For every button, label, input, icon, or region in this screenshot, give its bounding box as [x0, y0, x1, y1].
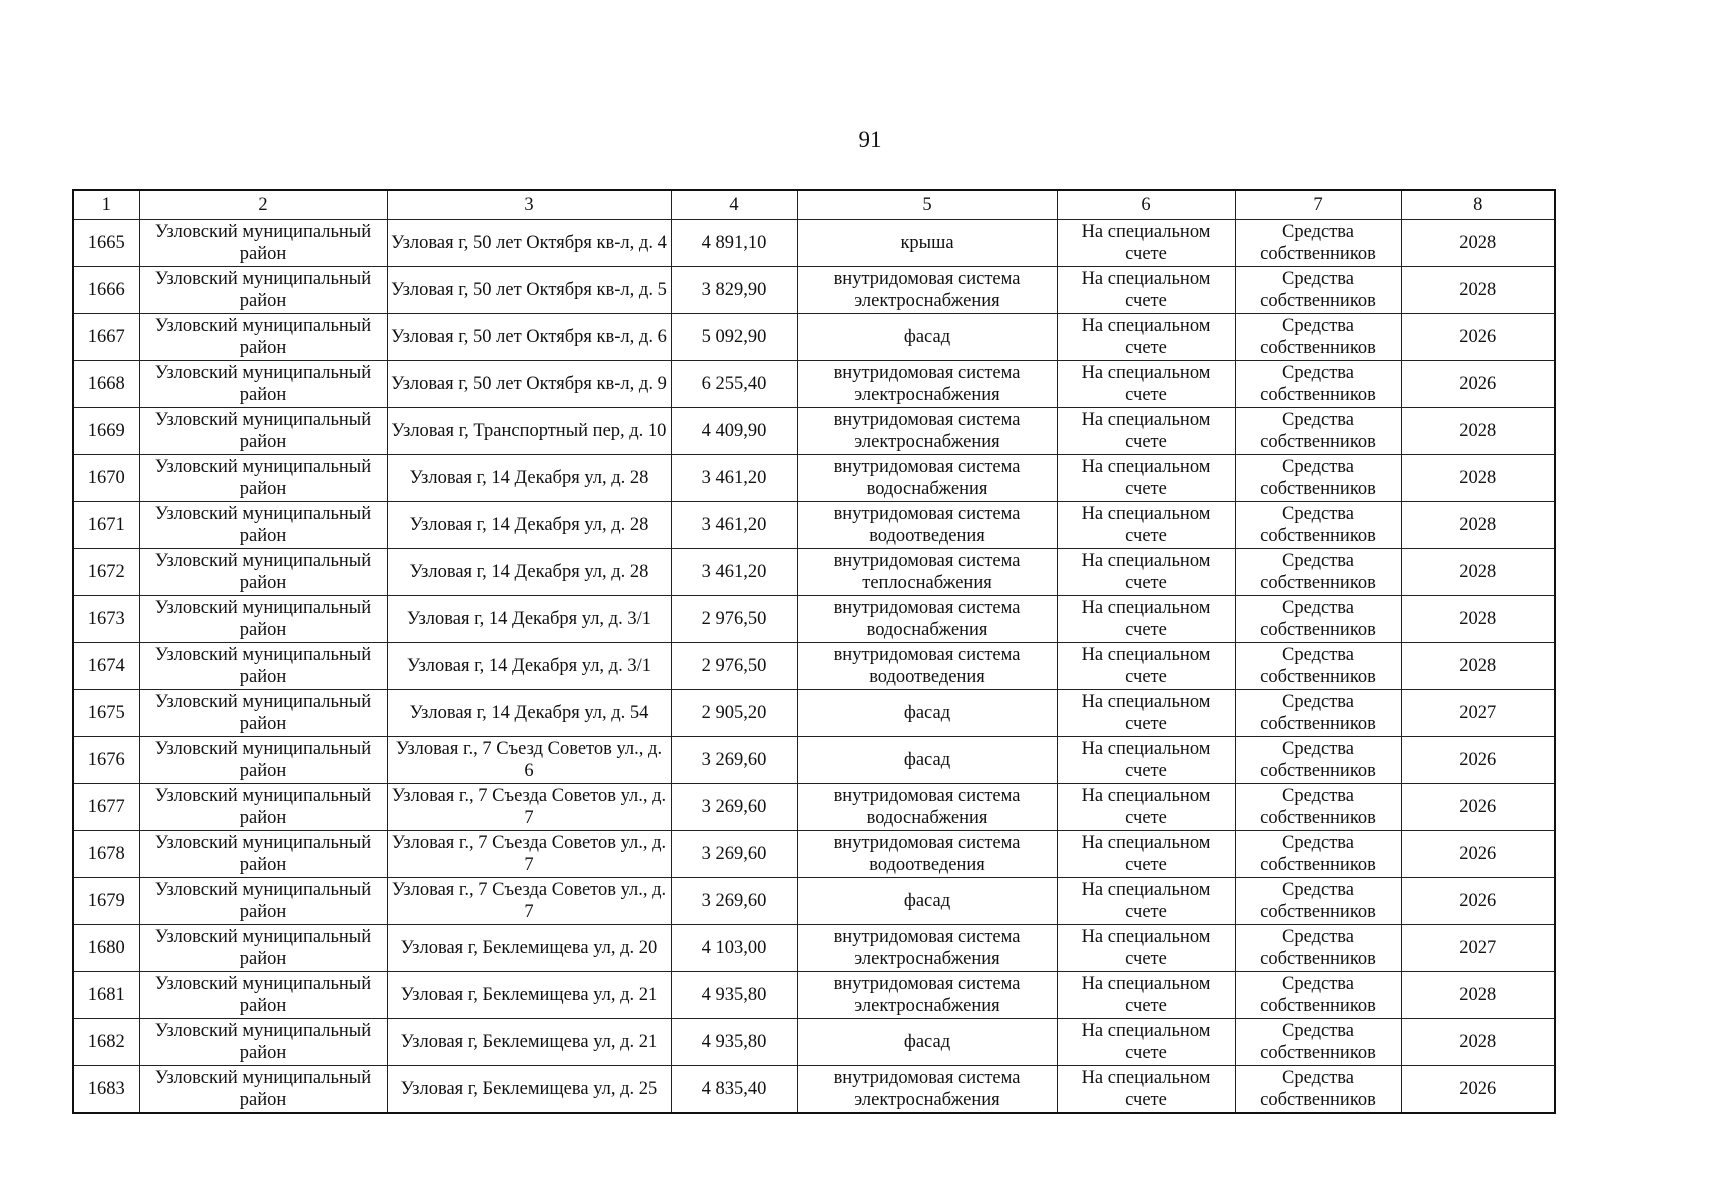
row-number-cell: 1674 — [73, 643, 139, 690]
address-cell: Узловая г., 7 Съезд Советов ул., д. 6 — [387, 737, 671, 784]
funding-source-cell: Средства собственников — [1235, 502, 1401, 549]
account-cell: На специальном счете — [1057, 690, 1235, 737]
row-number-cell: 1681 — [73, 972, 139, 1019]
address-cell: Узловая г., 7 Съезда Советов ул., д. 7 — [387, 831, 671, 878]
year-cell: 2028 — [1401, 220, 1555, 267]
account-cell: На специальном счете — [1057, 502, 1235, 549]
area-cell: 6 255,40 — [671, 361, 797, 408]
table-header-row — [73, 190, 1555, 220]
area-cell: 3 269,60 — [671, 878, 797, 925]
year-cell: 2028 — [1401, 549, 1555, 596]
year-cell: 2026 — [1401, 1066, 1555, 1114]
address-cell: Узловая г, Беклемищева ул, д. 21 — [387, 1019, 671, 1066]
table-row — [73, 925, 1555, 972]
area-cell: 4 891,10 — [671, 220, 797, 267]
work-type-cell: фасад — [797, 690, 1057, 737]
row-number-cell: 1680 — [73, 925, 139, 972]
funding-source-cell: Средства собственников — [1235, 408, 1401, 455]
row-number-cell: 1676 — [73, 737, 139, 784]
work-type-cell: внутридомовая система водоснабжения — [797, 596, 1057, 643]
account-cell: На специальном счете — [1057, 1019, 1235, 1066]
column-header: 3 — [387, 190, 671, 220]
row-number-cell: 1675 — [73, 690, 139, 737]
year-cell: 2026 — [1401, 784, 1555, 831]
district-cell: Узловский муниципальный район — [139, 314, 387, 361]
table-row — [73, 972, 1555, 1019]
area-cell: 2 905,20 — [671, 690, 797, 737]
area-cell: 4 935,80 — [671, 1019, 797, 1066]
work-type-cell: внутридомовая система электроснабжения — [797, 408, 1057, 455]
table-row — [73, 455, 1555, 502]
year-cell: 2027 — [1401, 690, 1555, 737]
work-type-cell: внутридомовая система электроснабжения — [797, 925, 1057, 972]
work-type-cell: внутридомовая система водоснабжения — [797, 455, 1057, 502]
district-cell: Узловский муниципальный район — [139, 220, 387, 267]
row-number-cell: 1672 — [73, 549, 139, 596]
district-cell: Узловский муниципальный район — [139, 408, 387, 455]
table-row — [73, 737, 1555, 784]
work-type-cell: внутридомовая система электроснабжения — [797, 1066, 1057, 1114]
address-cell: Узловая г, 14 Декабря ул, д. 3/1 — [387, 596, 671, 643]
table-row — [73, 878, 1555, 925]
account-cell: На специальном счете — [1057, 455, 1235, 502]
funding-source-cell: Средства собственников — [1235, 737, 1401, 784]
column-header: 7 — [1235, 190, 1401, 220]
table-row — [73, 1066, 1555, 1114]
table-row — [73, 361, 1555, 408]
district-cell: Узловский муниципальный район — [139, 878, 387, 925]
district-cell: Узловский муниципальный район — [139, 455, 387, 502]
row-number-cell: 1673 — [73, 596, 139, 643]
work-type-cell: фасад — [797, 878, 1057, 925]
funding-source-cell: Средства собственников — [1235, 690, 1401, 737]
year-cell: 2026 — [1401, 361, 1555, 408]
account-cell: На специальном счете — [1057, 408, 1235, 455]
district-cell: Узловский муниципальный район — [139, 267, 387, 314]
work-type-cell: внутридомовая система водоснабжения — [797, 784, 1057, 831]
year-cell: 2028 — [1401, 596, 1555, 643]
funding-source-cell: Средства собственников — [1235, 784, 1401, 831]
district-cell: Узловский муниципальный район — [139, 690, 387, 737]
address-cell: Узловая г, 14 Декабря ул, д. 54 — [387, 690, 671, 737]
funding-source-cell: Средства собственников — [1235, 455, 1401, 502]
column-header: 8 — [1401, 190, 1555, 220]
funding-source-cell: Средства собственников — [1235, 314, 1401, 361]
district-cell: Узловский муниципальный район — [139, 925, 387, 972]
district-cell: Узловский муниципальный район — [139, 831, 387, 878]
district-cell: Узловский муниципальный район — [139, 502, 387, 549]
work-type-cell: внутридомовая система электроснабжения — [797, 361, 1057, 408]
page-number: 91 — [858, 127, 882, 152]
row-number-cell: 1669 — [73, 408, 139, 455]
district-cell: Узловский муниципальный район — [139, 784, 387, 831]
district-cell: Узловский муниципальный район — [139, 737, 387, 784]
work-type-cell: фасад — [797, 1019, 1057, 1066]
account-cell: На специальном счете — [1057, 737, 1235, 784]
table-row — [73, 784, 1555, 831]
account-cell: На специальном счете — [1057, 314, 1235, 361]
work-type-cell: внутридомовая система теплоснабжения — [797, 549, 1057, 596]
funding-source-cell: Средства собственников — [1235, 972, 1401, 1019]
table-row — [73, 596, 1555, 643]
row-number-cell: 1670 — [73, 455, 139, 502]
account-cell: На специальном счете — [1057, 972, 1235, 1019]
account-cell: На специальном счете — [1057, 220, 1235, 267]
district-cell: Узловский муниципальный район — [139, 596, 387, 643]
funding-source-cell: Средства собственников — [1235, 596, 1401, 643]
account-cell: На специальном счете — [1057, 925, 1235, 972]
table-row — [73, 502, 1555, 549]
row-number-cell: 1667 — [73, 314, 139, 361]
year-cell: 2028 — [1401, 455, 1555, 502]
district-cell: Узловский муниципальный район — [139, 549, 387, 596]
account-cell: На специальном счете — [1057, 1066, 1235, 1114]
area-cell: 3 269,60 — [671, 737, 797, 784]
funding-source-cell: Средства собственников — [1235, 831, 1401, 878]
account-cell: На специальном счете — [1057, 596, 1235, 643]
table-row — [73, 1019, 1555, 1066]
work-type-cell: фасад — [797, 737, 1057, 784]
year-cell: 2026 — [1401, 314, 1555, 361]
area-cell: 4 103,00 — [671, 925, 797, 972]
account-cell: На специальном счете — [1057, 831, 1235, 878]
address-cell: Узловая г, 50 лет Октября кв-л, д. 9 — [387, 361, 671, 408]
year-cell: 2028 — [1401, 643, 1555, 690]
funding-source-cell: Средства собственников — [1235, 925, 1401, 972]
area-cell: 4 935,80 — [671, 972, 797, 1019]
year-cell: 2028 — [1401, 408, 1555, 455]
funding-source-cell: Средства собственников — [1235, 643, 1401, 690]
work-type-cell: внутридомовая система электроснабжения — [797, 972, 1057, 1019]
column-header: 1 — [73, 190, 139, 220]
area-cell: 2 976,50 — [671, 596, 797, 643]
year-cell: 2028 — [1401, 972, 1555, 1019]
area-cell: 3 461,20 — [671, 455, 797, 502]
row-number-cell: 1682 — [73, 1019, 139, 1066]
year-cell: 2026 — [1401, 831, 1555, 878]
column-header: 2 — [139, 190, 387, 220]
table-row — [73, 314, 1555, 361]
row-number-cell: 1677 — [73, 784, 139, 831]
address-cell: Узловая г, 50 лет Октября кв-л, д. 4 — [387, 220, 671, 267]
row-number-cell: 1679 — [73, 878, 139, 925]
district-cell: Узловский муниципальный район — [139, 1066, 387, 1114]
account-cell: На специальном счете — [1057, 267, 1235, 314]
area-cell: 3 829,90 — [671, 267, 797, 314]
area-cell: 3 461,20 — [671, 549, 797, 596]
address-cell: Узловая г, 50 лет Октября кв-л, д. 5 — [387, 267, 671, 314]
row-number-cell: 1671 — [73, 502, 139, 549]
column-header: 5 — [797, 190, 1057, 220]
area-cell: 4 409,90 — [671, 408, 797, 455]
funding-source-cell: Средства собственников — [1235, 220, 1401, 267]
account-cell: На специальном счете — [1057, 643, 1235, 690]
year-cell: 2028 — [1401, 267, 1555, 314]
address-cell: Узловая г, Транспортный пер, д. 10 — [387, 408, 671, 455]
table-row — [73, 831, 1555, 878]
address-cell: Узловая г, Беклемищева ул, д. 25 — [387, 1066, 671, 1114]
account-cell: На специальном счете — [1057, 878, 1235, 925]
funding-source-cell: Средства собственников — [1235, 1066, 1401, 1114]
funding-source-cell: Средства собственников — [1235, 549, 1401, 596]
area-cell: 4 835,40 — [671, 1066, 797, 1114]
table-row — [73, 408, 1555, 455]
address-cell: Узловая г, Беклемищева ул, д. 21 — [387, 972, 671, 1019]
table-body — [73, 190, 1555, 1113]
year-cell: 2027 — [1401, 925, 1555, 972]
work-type-cell: внутридомовая система электроснабжения — [797, 267, 1057, 314]
column-header: 4 — [671, 190, 797, 220]
district-cell: Узловский муниципальный район — [139, 1019, 387, 1066]
work-type-cell: фасад — [797, 314, 1057, 361]
address-cell: Узловая г, 14 Декабря ул, д. 28 — [387, 549, 671, 596]
area-cell: 3 269,60 — [671, 831, 797, 878]
district-cell: Узловский муниципальный район — [139, 643, 387, 690]
table-row — [73, 220, 1555, 267]
row-number-cell: 1678 — [73, 831, 139, 878]
area-cell: 3 269,60 — [671, 784, 797, 831]
address-cell: Узловая г, 14 Декабря ул, д. 28 — [387, 502, 671, 549]
address-cell: Узловая г., 7 Съезда Советов ул., д. 7 — [387, 878, 671, 925]
work-type-cell: внутридомовая система водоотведения — [797, 831, 1057, 878]
row-number-cell: 1668 — [73, 361, 139, 408]
registry-table — [72, 189, 1556, 1114]
table-row — [73, 549, 1555, 596]
funding-source-cell: Средства собственников — [1235, 878, 1401, 925]
funding-source-cell: Средства собственников — [1235, 361, 1401, 408]
table-row — [73, 643, 1555, 690]
district-cell: Узловский муниципальный район — [139, 972, 387, 1019]
funding-source-cell: Средства собственников — [1235, 267, 1401, 314]
work-type-cell: внутридомовая система водоотведения — [797, 502, 1057, 549]
address-cell: Узловая г., 7 Съезда Советов ул., д. 7 — [387, 784, 671, 831]
column-header: 6 — [1057, 190, 1235, 220]
work-type-cell: внутридомовая система водоотведения — [797, 643, 1057, 690]
work-type-cell: крыша — [797, 220, 1057, 267]
year-cell: 2028 — [1401, 1019, 1555, 1066]
year-cell: 2028 — [1401, 502, 1555, 549]
address-cell: Узловая г, 50 лет Октября кв-л, д. 6 — [387, 314, 671, 361]
row-number-cell: 1666 — [73, 267, 139, 314]
row-number-cell: 1665 — [73, 220, 139, 267]
area-cell: 2 976,50 — [671, 643, 797, 690]
area-cell: 3 461,20 — [671, 502, 797, 549]
address-cell: Узловая г, 14 Декабря ул, д. 28 — [387, 455, 671, 502]
district-cell: Узловский муниципальный район — [139, 361, 387, 408]
year-cell: 2026 — [1401, 878, 1555, 925]
account-cell: На специальном счете — [1057, 784, 1235, 831]
account-cell: На специальном счете — [1057, 549, 1235, 596]
funding-source-cell: Средства собственников — [1235, 1019, 1401, 1066]
table-row — [73, 267, 1555, 314]
address-cell: Узловая г, 14 Декабря ул, д. 3/1 — [387, 643, 671, 690]
row-number-cell: 1683 — [73, 1066, 139, 1114]
area-cell: 5 092,90 — [671, 314, 797, 361]
table-row — [73, 690, 1555, 737]
address-cell: Узловая г, Беклемищева ул, д. 20 — [387, 925, 671, 972]
account-cell: На специальном счете — [1057, 361, 1235, 408]
year-cell: 2026 — [1401, 737, 1555, 784]
